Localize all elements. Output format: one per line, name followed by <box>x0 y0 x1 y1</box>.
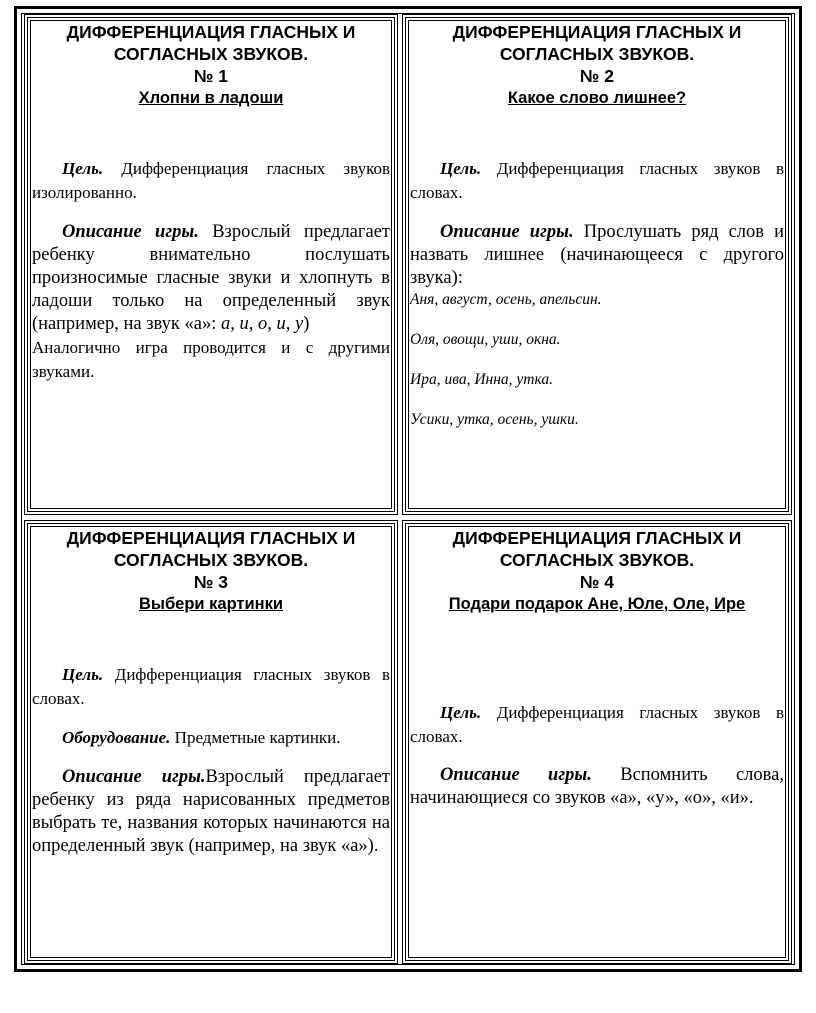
goal-label: Цель. <box>62 665 104 684</box>
game-name: Хлопни в ладоши <box>138 89 284 107</box>
extra-paragraph: Аналогично игра проводится и с другими звуками. <box>32 338 390 381</box>
card-title: ДИФФЕРЕНЦИАЦИЯ ГЛАСНЫХ И СОГЛАСНЫХ ЗВУКОВ. <box>66 528 356 570</box>
example-row-3: Ира, ива, Инна, утка. <box>410 371 553 388</box>
description-close: ) <box>303 314 310 334</box>
description-text: Взрослый предлагает ребенку внимательно послушать произносимые гласные звуки и хлопнуть в ладоши только на определенный звук (например, на звук «а»: <box>32 222 390 334</box>
example-row-4: Усики, утка, осень, ушки. <box>410 411 579 428</box>
goal-label: Цель. <box>440 159 482 178</box>
goal-paragraph <box>32 157 390 204</box>
goal-paragraph <box>410 701 784 748</box>
description-text: Прослушать ряд слов и назвать лишнее (начинающееся с другого звука): <box>410 222 785 288</box>
card-title: ДИФФЕРЕНЦИАЦИЯ ГЛАСНЫХ И СОГЛАСНЫХ ЗВУКОВ. <box>452 22 742 64</box>
game-name: Выбери картинки <box>138 595 284 613</box>
description-paragraph <box>32 221 390 336</box>
game-name: Подари подарок Ане, Юле, Оле, Ире <box>448 595 746 613</box>
goal-label: Цель. <box>440 703 482 722</box>
card-title: ДИФФЕРЕНЦИАЦИЯ ГЛАСНЫХ И СОГЛАСНЫХ ЗВУКОВ. <box>66 22 356 64</box>
game-card-2 <box>402 14 792 515</box>
goal-text: Дифференциация гласных звуков изолированно. <box>32 159 391 202</box>
game-card-3 <box>24 520 398 964</box>
description-paragraph <box>410 221 784 290</box>
goal-text: Дифференциация гласных звуков в словах. <box>32 665 391 708</box>
card-number: № 2 <box>579 66 615 86</box>
goal-paragraph <box>410 157 784 204</box>
description-paragraph <box>410 764 784 810</box>
game-card-4 <box>402 520 792 964</box>
card-number: № 3 <box>193 572 229 592</box>
game-card-1 <box>24 14 398 515</box>
card-number: № 1 <box>193 66 229 86</box>
goal-paragraph <box>32 663 390 710</box>
description-label: Описание игры. <box>62 222 199 242</box>
description-label: Описание игры. <box>440 222 574 242</box>
example-row-2: Оля, овощи, уши, окна. <box>410 331 561 348</box>
description-label: Описание игры. <box>440 765 592 785</box>
description-label: Описание игры. <box>62 766 206 787</box>
card-title: ДИФФЕРЕНЦИАЦИЯ ГЛАСНЫХ И СОГЛАСНЫХ ЗВУКОВ. <box>452 528 742 570</box>
description-text: Взрослый предлагает ребенку из ряда нарисованных предметов выбрать те, названия которых начинаются на определенный звук (например, на звук «а»). <box>32 766 390 856</box>
description-paragraph <box>32 766 390 858</box>
game-name: Какое слово лишнее? <box>507 89 687 107</box>
equipment-label: Оборудование. <box>62 728 171 747</box>
card-number: № 4 <box>579 572 615 592</box>
goal-text: Дифференциация гласных звуков в словах. <box>410 703 785 746</box>
equipment-paragraph <box>32 726 390 750</box>
goal-text: Дифференциация гласных звуков в словах. <box>410 159 785 202</box>
description-text: Вспомнить слова, начинающиеся со звуков «а», «у», «о», «и». <box>410 765 784 808</box>
description-sounds: а, и, о, и, у <box>220 314 304 334</box>
goal-label: Цель. <box>62 159 104 178</box>
example-row-1: Аня, август, осень, апельсин. <box>410 291 602 308</box>
equipment-text: Предметные картинки. <box>174 728 341 747</box>
